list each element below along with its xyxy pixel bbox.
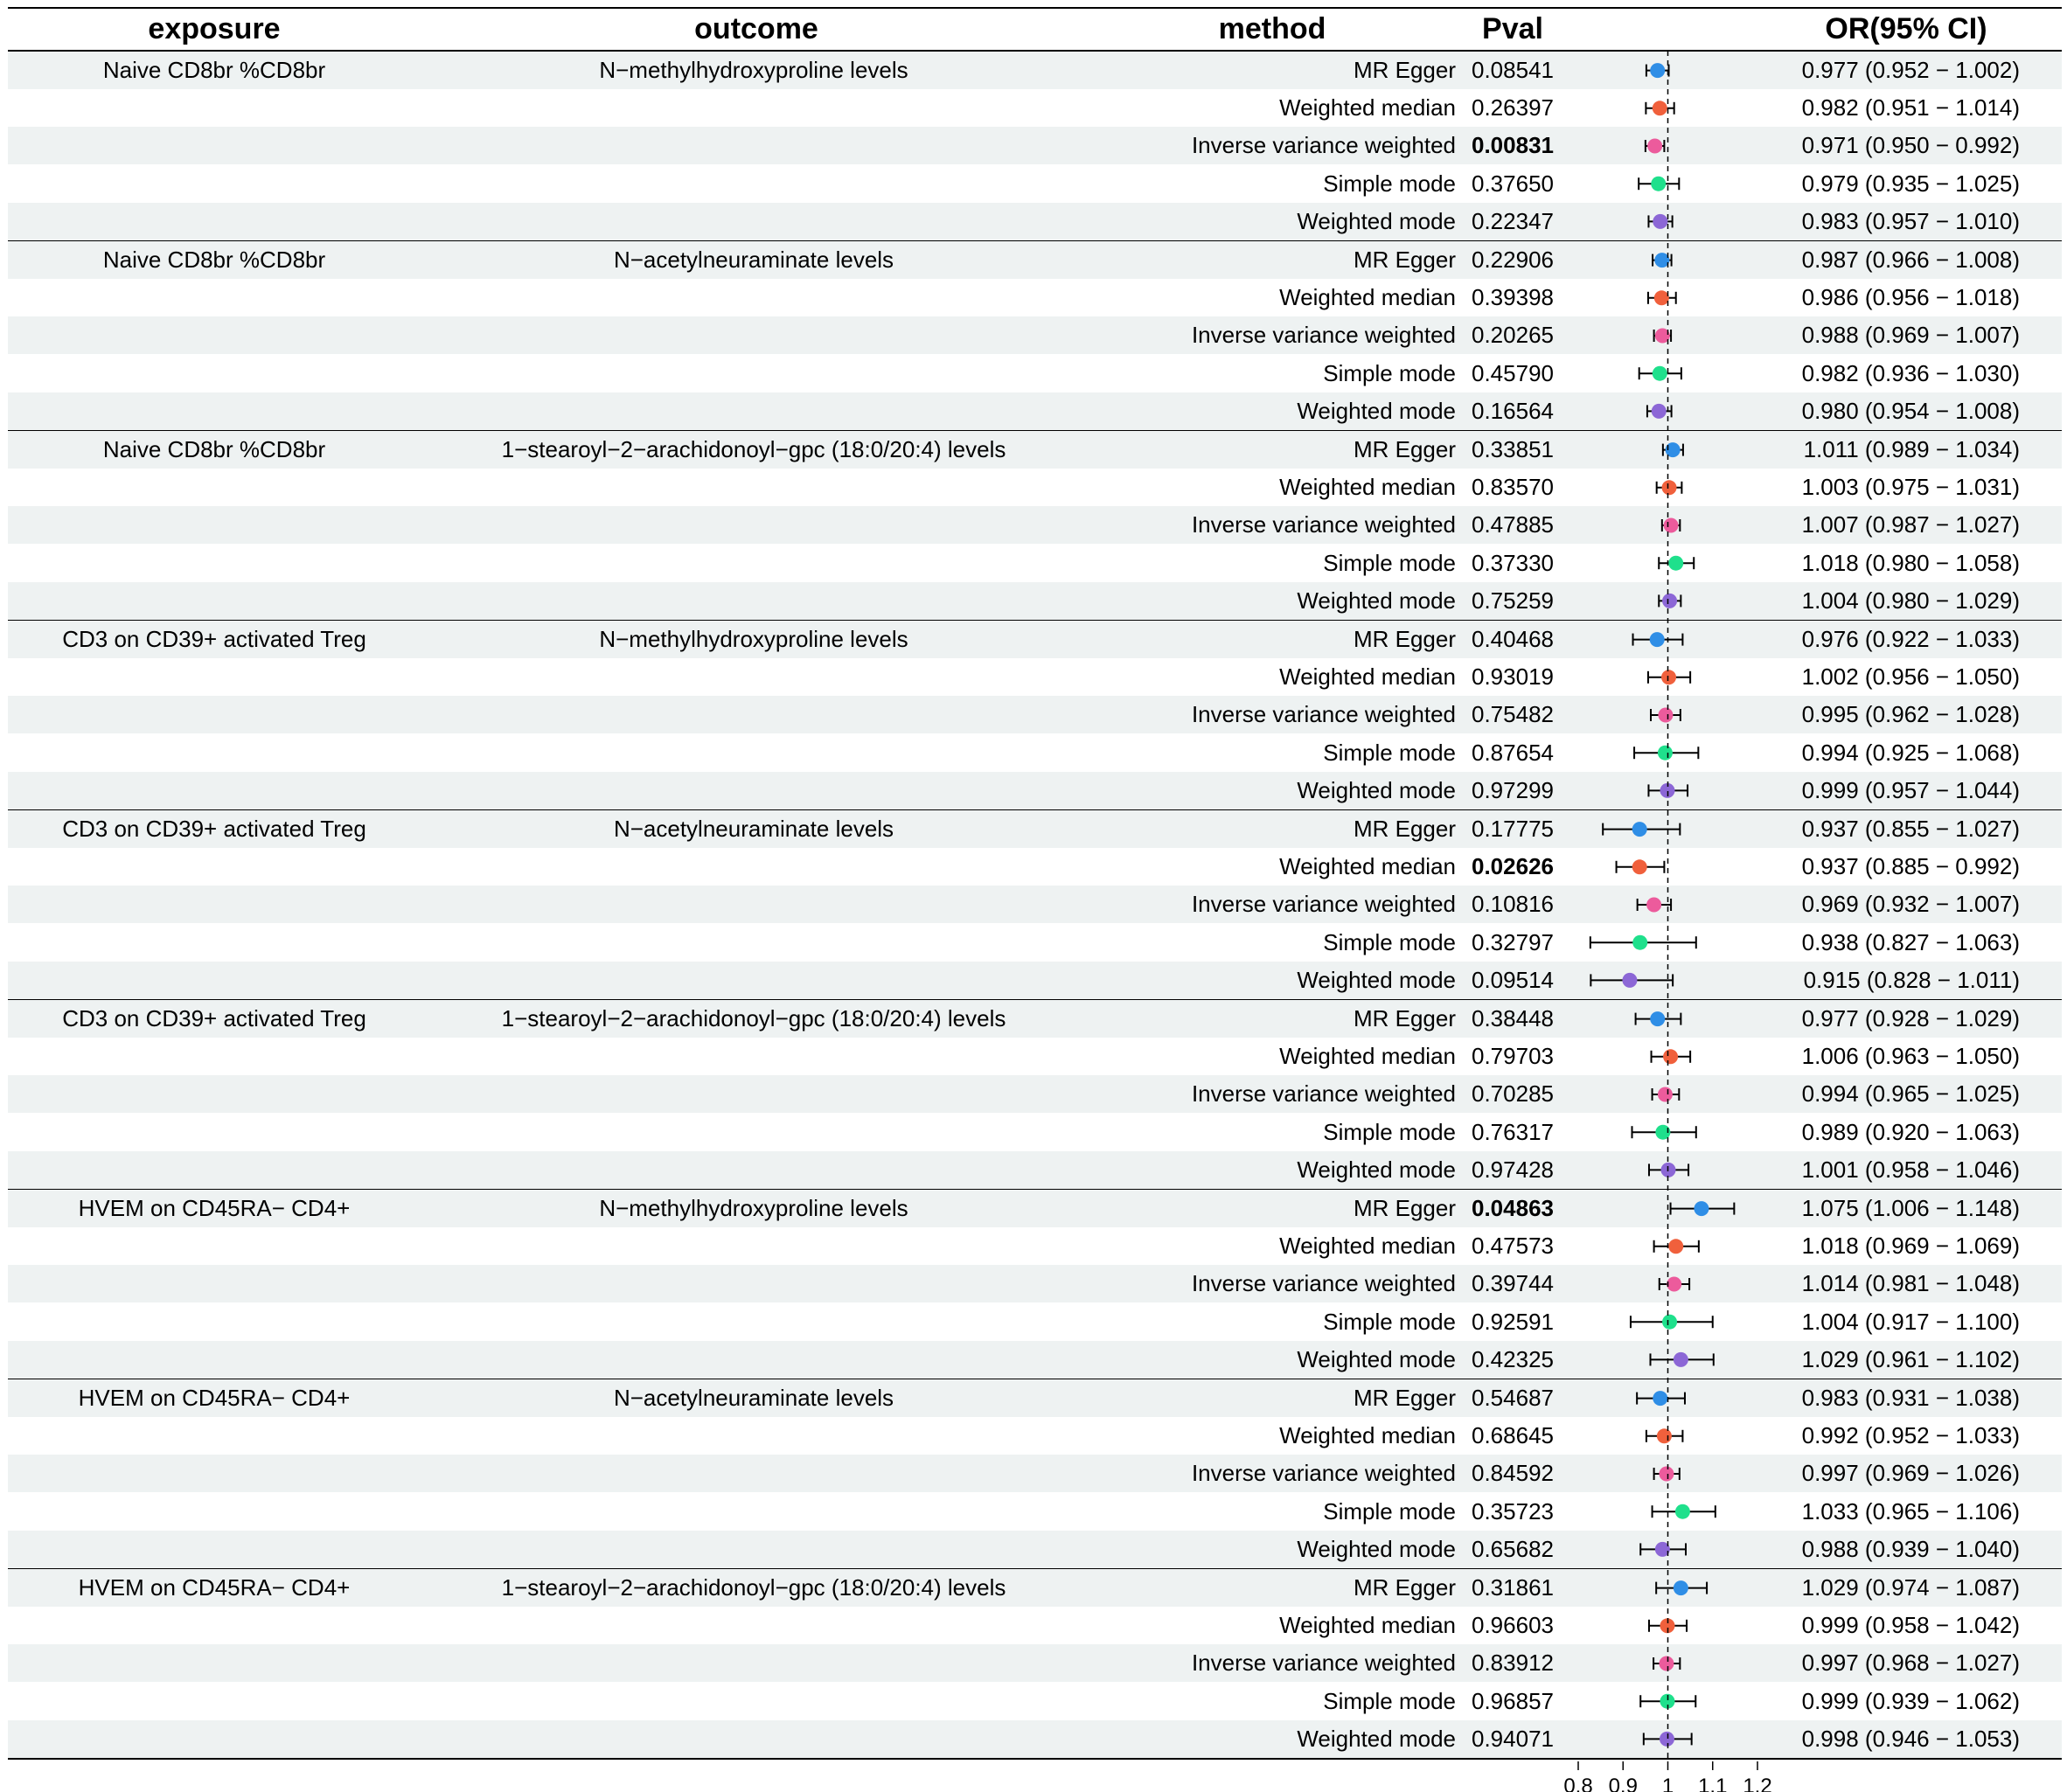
or-ci-value: 0.992 (0.952 − 1.033) xyxy=(1801,1422,2020,1449)
or-ci-value: 0.999 (0.939 − 1.062) xyxy=(1801,1687,2020,1714)
pval-value: 0.22906 xyxy=(1472,247,1554,273)
point-estimate xyxy=(1674,1352,1688,1367)
or-ci-value: 0.979 (0.935 − 1.025) xyxy=(1801,170,2020,197)
pval-value: 0.37330 xyxy=(1472,549,1554,576)
or-ci-value: 0.937 (0.855 − 1.027) xyxy=(1801,816,2020,842)
method-label: Simple mode xyxy=(1323,549,1456,576)
pval-value: 0.94071 xyxy=(1472,1725,1554,1752)
method-label: MR Egger xyxy=(1353,1574,1456,1601)
pval-value: 0.76317 xyxy=(1472,1118,1554,1145)
x-tick-label: 0.9 xyxy=(1608,1775,1638,1792)
forest-row xyxy=(1648,290,1676,305)
forest-row xyxy=(1649,1163,1688,1177)
method-label: Weighted median xyxy=(1279,284,1456,311)
pval-value: 0.31861 xyxy=(1472,1574,1554,1601)
pval-value: 0.45790 xyxy=(1472,359,1554,386)
forest-row xyxy=(1656,1580,1707,1595)
outcome-label: N−methylhydroxyproline levels xyxy=(599,626,908,652)
header-or-ci: OR(95% CI) xyxy=(1825,12,1987,45)
forest-row xyxy=(1646,101,1674,115)
forest-row xyxy=(1659,594,1681,608)
pval-value: 0.92591 xyxy=(1472,1308,1554,1335)
point-estimate xyxy=(1659,1657,1674,1671)
or-ci-value: 0.971 (0.950 − 0.992) xyxy=(1801,132,2020,159)
forest-row xyxy=(1639,177,1679,191)
point-estimate xyxy=(1662,594,1677,608)
forest-row xyxy=(1617,859,1665,874)
point-estimate xyxy=(1658,1087,1673,1102)
method-label: MR Egger xyxy=(1353,1195,1456,1221)
or-ci-value: 0.994 (0.965 − 1.025) xyxy=(1801,1080,2020,1108)
method-label: MR Egger xyxy=(1353,436,1456,462)
forest-row xyxy=(1646,139,1665,154)
pval-value: 0.04863 xyxy=(1472,1195,1554,1221)
pval-value: 0.54687 xyxy=(1472,1385,1554,1411)
point-estimate xyxy=(1675,1504,1690,1519)
pval-value: 0.17775 xyxy=(1472,816,1554,842)
forest-row xyxy=(1653,253,1672,267)
or-ci-value: 1.004 (0.917 − 1.100) xyxy=(1801,1308,2020,1335)
pval-value: 0.65682 xyxy=(1472,1535,1554,1562)
forest-row xyxy=(1636,1011,1681,1026)
or-ci-value: 1.014 (0.981 − 1.048) xyxy=(1801,1270,2020,1297)
forest-row xyxy=(1653,1657,1680,1671)
pval-value: 0.70285 xyxy=(1472,1080,1554,1108)
exposure-label: Naive CD8br %CD8br xyxy=(102,57,326,83)
or-ci-value: 0.915 (0.828 − 1.011) xyxy=(1803,966,2020,993)
or-ci-value: 0.995 (0.962 − 1.028) xyxy=(1801,701,2020,728)
outcome-label: 1−stearoyl−2−arachidonoyl−gpc (18:0/20:4) levels xyxy=(501,1005,1006,1031)
or-ci-value: 1.018 (0.969 − 1.069) xyxy=(1801,1233,2020,1260)
point-estimate xyxy=(1659,1467,1674,1482)
forest-row xyxy=(1671,1201,1735,1216)
pval-value: 0.02626 xyxy=(1472,853,1554,880)
forest-row xyxy=(1651,708,1681,723)
or-ci-value: 1.075 (1.006 − 1.148) xyxy=(1801,1195,2020,1221)
forest-row xyxy=(1637,1391,1685,1406)
method-label: Simple mode xyxy=(1323,1118,1456,1145)
forest-row xyxy=(1652,1049,1691,1064)
exposure-label: CD3 on CD39+ activated Treg xyxy=(62,626,366,652)
or-ci-value: 0.977 (0.928 − 1.029) xyxy=(1801,1005,2020,1031)
forest-row xyxy=(1663,442,1683,457)
pval-value: 0.47885 xyxy=(1472,511,1554,538)
or-ci-value: 0.969 (0.932 − 1.007) xyxy=(1801,891,2020,918)
point-estimate xyxy=(1657,1428,1672,1443)
point-estimate xyxy=(1622,973,1637,988)
method-label: Weighted mode xyxy=(1297,1535,1456,1562)
x-tick-label: 0.8 xyxy=(1563,1775,1593,1792)
method-label: Weighted mode xyxy=(1297,587,1456,614)
exposure-label: Naive CD8br %CD8br xyxy=(102,247,326,273)
forest-row xyxy=(1659,556,1694,571)
pval-value: 0.84592 xyxy=(1472,1460,1554,1487)
forest-row xyxy=(1590,935,1696,950)
pval-value: 0.47573 xyxy=(1472,1233,1554,1260)
or-ci-value: 0.997 (0.968 − 1.027) xyxy=(1801,1650,2020,1677)
or-ci-value: 0.998 (0.946 − 1.053) xyxy=(1801,1725,2020,1752)
pval-value: 0.20265 xyxy=(1472,322,1554,349)
method-label: Weighted median xyxy=(1279,1422,1456,1449)
pval-value: 0.83570 xyxy=(1472,474,1554,501)
pval-value: 0.87654 xyxy=(1472,739,1554,766)
or-ci-value: 0.987 (0.966 − 1.008) xyxy=(1801,247,2020,273)
or-ci-value: 0.982 (0.951 − 1.014) xyxy=(1801,94,2020,122)
point-estimate xyxy=(1653,214,1667,229)
point-estimate xyxy=(1650,632,1665,647)
pval-value: 0.38448 xyxy=(1472,1005,1554,1031)
point-estimate xyxy=(1658,746,1673,761)
or-ci-value: 1.001 (0.958 − 1.046) xyxy=(1801,1156,2020,1183)
pval-value: 0.35723 xyxy=(1472,1497,1554,1525)
pval-value: 0.68645 xyxy=(1472,1422,1554,1449)
pval-value: 0.10816 xyxy=(1472,891,1554,918)
pval-value: 0.26397 xyxy=(1472,94,1554,122)
or-ci-value: 1.029 (0.961 − 1.102) xyxy=(1801,1345,2020,1372)
forest-row xyxy=(1634,746,1698,761)
or-ci-value: 1.003 (0.975 − 1.031) xyxy=(1801,474,2020,501)
pval-value: 0.39744 xyxy=(1472,1270,1554,1297)
forest-row xyxy=(1646,1428,1683,1443)
point-estimate xyxy=(1653,101,1667,115)
method-label: Weighted mode xyxy=(1297,397,1456,424)
point-estimate xyxy=(1650,1011,1665,1026)
point-estimate xyxy=(1654,290,1669,305)
pval-value: 0.97428 xyxy=(1472,1156,1554,1183)
point-estimate xyxy=(1668,1239,1683,1254)
or-ci-value: 0.976 (0.922 − 1.033) xyxy=(1801,626,2020,652)
outcome-label: N−acetylneuraminate levels xyxy=(613,1385,894,1411)
point-estimate xyxy=(1632,935,1647,950)
method-label: Inverse variance weighted xyxy=(1191,322,1456,349)
pval-value: 0.42325 xyxy=(1472,1345,1554,1372)
outcome-label: N−methylhydroxyproline levels xyxy=(599,1195,908,1221)
or-ci-value: 0.986 (0.956 − 1.018) xyxy=(1801,284,2020,311)
method-label: Weighted mode xyxy=(1297,1345,1456,1372)
point-estimate xyxy=(1674,1580,1688,1595)
pval-value: 0.96857 xyxy=(1472,1687,1554,1714)
method-label: Weighted mode xyxy=(1297,776,1456,803)
point-estimate xyxy=(1694,1201,1709,1216)
point-estimate xyxy=(1651,177,1666,191)
pval-value: 0.08541 xyxy=(1472,57,1554,83)
method-label: Weighted mode xyxy=(1297,966,1456,993)
method-label: Inverse variance weighted xyxy=(1191,1270,1456,1297)
forest-row xyxy=(1639,366,1681,381)
point-estimate xyxy=(1658,708,1673,723)
pval-value: 0.09514 xyxy=(1472,966,1554,993)
method-label: Simple mode xyxy=(1323,359,1456,386)
or-ci-value: 0.982 (0.936 − 1.030) xyxy=(1801,359,2020,386)
method-label: Weighted median xyxy=(1279,94,1456,122)
or-ci-value: 0.980 (0.954 − 1.008) xyxy=(1801,397,2020,424)
method-label: Inverse variance weighted xyxy=(1191,511,1456,538)
forest-row xyxy=(1653,1504,1716,1519)
header-pval: Pval xyxy=(1482,12,1543,45)
outcome-label: N−acetylneuraminate levels xyxy=(613,247,894,273)
method-label: Inverse variance weighted xyxy=(1191,1460,1456,1487)
point-estimate xyxy=(1662,1315,1677,1330)
point-estimate xyxy=(1647,139,1662,154)
or-ci-value: 0.988 (0.969 − 1.007) xyxy=(1801,322,2020,349)
forest-row xyxy=(1654,1467,1680,1482)
header-exposure: exposure xyxy=(148,12,281,45)
or-ci-value: 0.983 (0.931 − 1.038) xyxy=(1801,1385,2020,1411)
forest-row xyxy=(1632,1125,1696,1140)
method-label: Weighted median xyxy=(1279,1233,1456,1260)
outcome-label: 1−stearoyl−2−arachidonoyl−gpc (18:0/20:4) levels xyxy=(501,436,1006,462)
point-estimate xyxy=(1668,556,1683,571)
point-estimate xyxy=(1632,859,1647,874)
method-label: Inverse variance weighted xyxy=(1191,1650,1456,1677)
method-label: MR Egger xyxy=(1353,626,1456,652)
pval-value: 0.83912 xyxy=(1472,1650,1554,1677)
point-estimate xyxy=(1652,404,1667,419)
forest-row xyxy=(1654,1239,1699,1254)
point-estimate xyxy=(1663,1049,1678,1064)
method-label: Inverse variance weighted xyxy=(1191,1080,1456,1108)
or-ci-value: 0.938 (0.827 − 1.063) xyxy=(1801,928,2020,955)
exposure-label: HVEM on CD45RA− CD4+ xyxy=(78,1574,351,1601)
or-ci-value: 0.983 (0.957 − 1.010) xyxy=(1801,207,2020,234)
point-estimate xyxy=(1646,898,1661,913)
forest-row xyxy=(1662,518,1681,533)
point-estimate xyxy=(1662,480,1677,495)
pval-value: 0.75259 xyxy=(1472,587,1554,614)
or-ci-value: 0.997 (0.969 − 1.026) xyxy=(1801,1460,2020,1487)
pval-value: 0.97299 xyxy=(1472,776,1554,803)
method-label: MR Egger xyxy=(1353,247,1456,273)
header-method: method xyxy=(1218,12,1326,45)
or-ci-value: 1.004 (0.980 − 1.029) xyxy=(1801,587,2020,614)
forest-row xyxy=(1590,973,1673,988)
method-label: MR Egger xyxy=(1353,1005,1456,1031)
pval-value: 0.22347 xyxy=(1472,207,1554,234)
method-label: MR Egger xyxy=(1353,816,1456,842)
method-label: Inverse variance weighted xyxy=(1191,132,1456,159)
forest-row xyxy=(1631,1315,1713,1330)
forest-row xyxy=(1653,1087,1680,1102)
method-label: Weighted mode xyxy=(1297,207,1456,234)
or-ci-value: 1.033 (0.965 − 1.106) xyxy=(1801,1497,2020,1525)
point-estimate xyxy=(1632,822,1647,837)
forest-row xyxy=(1648,214,1672,229)
point-estimate xyxy=(1664,518,1679,533)
pval-value: 0.16564 xyxy=(1472,397,1554,424)
pval-value: 0.96603 xyxy=(1472,1612,1554,1639)
point-estimate xyxy=(1650,63,1665,78)
point-estimate xyxy=(1653,1391,1667,1406)
exposure-label: Naive CD8br %CD8br xyxy=(102,436,326,462)
pval-value: 0.00831 xyxy=(1472,132,1554,159)
method-label: Weighted median xyxy=(1279,1612,1456,1639)
method-label: Simple mode xyxy=(1323,928,1456,955)
point-estimate xyxy=(1667,1277,1681,1292)
exposure-label: CD3 on CD39+ activated Treg xyxy=(62,816,366,842)
or-ci-value: 0.988 (0.939 − 1.040) xyxy=(1801,1535,2020,1562)
method-label: Simple mode xyxy=(1323,1687,1456,1714)
forest-row xyxy=(1640,1542,1686,1557)
outcome-label: N−acetylneuraminate levels xyxy=(613,816,894,842)
or-ci-value: 1.002 (0.956 − 1.050) xyxy=(1801,663,2020,691)
pval-value: 0.40468 xyxy=(1472,626,1554,652)
outcome-label: N−methylhydroxyproline levels xyxy=(599,57,908,83)
exposure-label: HVEM on CD45RA− CD4+ xyxy=(78,1385,351,1411)
pval-value: 0.39398 xyxy=(1472,284,1554,311)
or-ci-value: 1.011 (0.989 − 1.034) xyxy=(1803,436,2020,462)
or-ci-value: 0.994 (0.925 − 1.068) xyxy=(1801,739,2020,766)
pval-value: 0.93019 xyxy=(1472,663,1554,691)
or-ci-value: 1.006 (0.963 − 1.050) xyxy=(1801,1043,2020,1070)
or-ci-value: 0.999 (0.957 − 1.044) xyxy=(1801,776,2020,803)
x-tick-label: 1 xyxy=(1661,1775,1674,1792)
method-label: MR Egger xyxy=(1353,1385,1456,1411)
method-label: Weighted median xyxy=(1279,663,1456,691)
outcome-label: 1−stearoyl−2−arachidonoyl−gpc (18:0/20:4) levels xyxy=(501,1574,1006,1601)
method-label: Weighted median xyxy=(1279,1043,1456,1070)
method-label: Weighted median xyxy=(1279,474,1456,501)
pval-value: 0.32797 xyxy=(1472,928,1554,955)
exposure-label: HVEM on CD45RA− CD4+ xyxy=(78,1195,351,1221)
method-label: Weighted mode xyxy=(1297,1725,1456,1752)
forest-row xyxy=(1646,63,1669,78)
point-estimate xyxy=(1661,670,1676,684)
method-label: MR Egger xyxy=(1353,57,1456,83)
exposure-label: CD3 on CD39+ activated Treg xyxy=(62,1005,366,1031)
forest-row xyxy=(1660,1277,1689,1292)
or-ci-value: 0.989 (0.920 − 1.063) xyxy=(1801,1118,2020,1145)
method-label: Simple mode xyxy=(1323,739,1456,766)
point-estimate xyxy=(1653,366,1667,381)
forest-row xyxy=(1633,632,1683,647)
or-ci-value: 1.018 (0.980 − 1.058) xyxy=(1801,549,2020,576)
header-outcome: outcome xyxy=(694,12,818,45)
forest-row xyxy=(1648,670,1690,684)
forest-row xyxy=(1657,480,1682,495)
method-label: Simple mode xyxy=(1323,1497,1456,1525)
pval-value: 0.75482 xyxy=(1472,701,1554,728)
forest-row xyxy=(1651,1352,1714,1367)
method-label: Inverse variance weighted xyxy=(1191,701,1456,728)
pval-value: 0.37650 xyxy=(1472,170,1554,197)
point-estimate xyxy=(1660,1732,1674,1747)
or-ci-value: 0.977 (0.952 − 1.002) xyxy=(1801,57,2020,83)
method-label: Simple mode xyxy=(1323,1308,1456,1335)
or-ci-value: 1.029 (0.974 − 1.087) xyxy=(1801,1574,2020,1601)
pval-value: 0.33851 xyxy=(1472,436,1554,462)
method-label: Simple mode xyxy=(1323,170,1456,197)
or-ci-value: 0.999 (0.958 − 1.042) xyxy=(1801,1612,2020,1639)
forest-row xyxy=(1638,898,1671,913)
or-ci-value: 0.937 (0.885 − 0.992) xyxy=(1801,853,2020,880)
or-ci-value: 1.007 (0.987 − 1.027) xyxy=(1801,511,2020,538)
method-label: Weighted mode xyxy=(1297,1156,1456,1183)
x-tick-label: 1.2 xyxy=(1743,1775,1772,1792)
pval-value: 0.79703 xyxy=(1472,1043,1554,1070)
method-label: Weighted median xyxy=(1279,853,1456,880)
x-tick-label: 1.1 xyxy=(1698,1775,1728,1792)
method-label: Inverse variance weighted xyxy=(1191,891,1456,918)
